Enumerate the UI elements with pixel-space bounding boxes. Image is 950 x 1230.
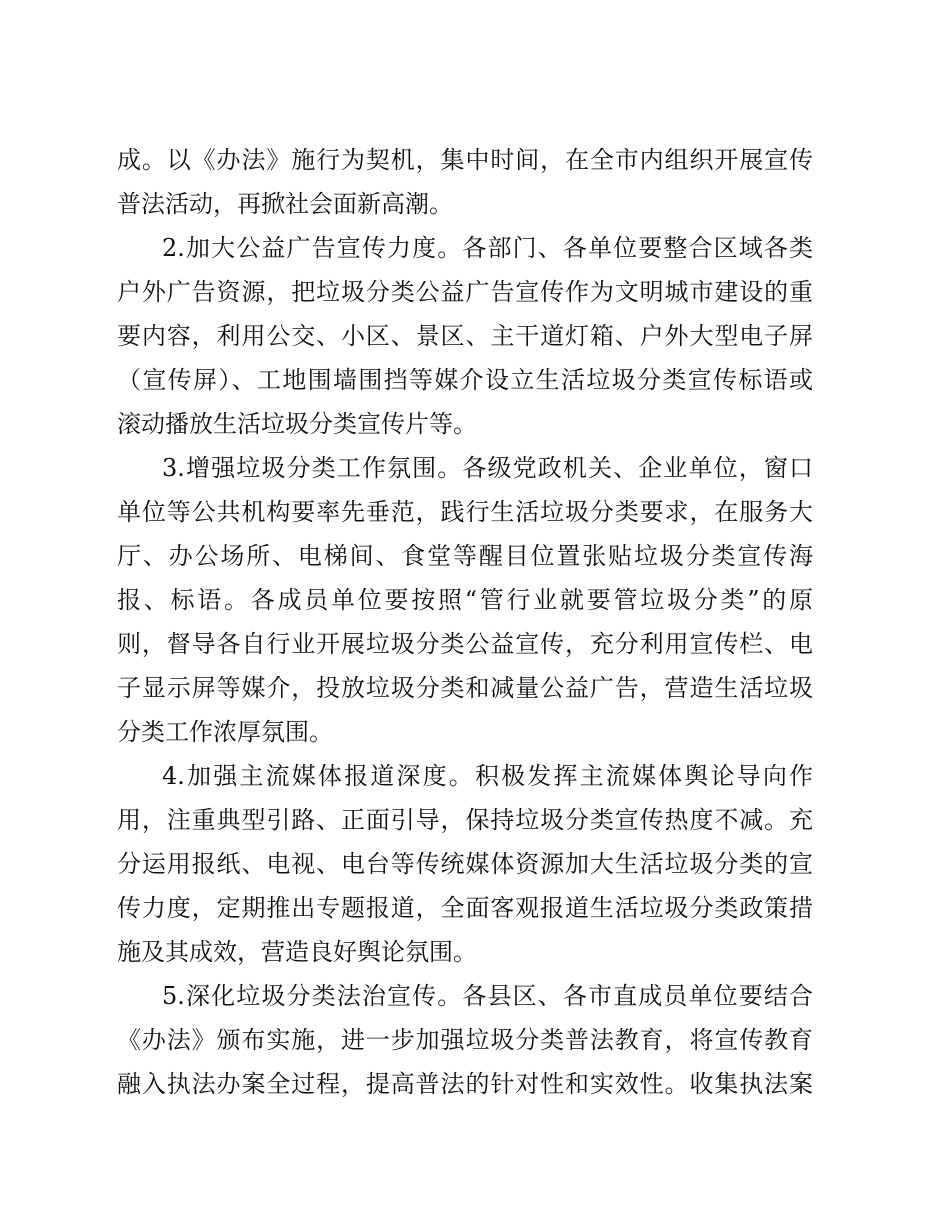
text-line: （宣传屏）、工地围墙围挡等媒介设立生活垃圾分类宣传标语或 [117, 366, 813, 394]
text-line: 传力度，定期推出专题报道，全面客观报道生活垃圾分类政策措 [117, 894, 813, 922]
text-line: 5.深化垃圾分类法治宣传。各县区、各市直成员单位要结合 [162, 982, 813, 1010]
text-line: 用，注重典型引路、正面引导，保持垃圾分类宣传热度不减。充 [117, 806, 813, 834]
text-line: 《办法》颁布实施，进一步加强垃圾分类普法教育，将宣传教育 [117, 1026, 813, 1054]
text-line: 2.加大公益广告宣传力度。各部门、各单位要整合区域各类 [162, 234, 813, 262]
text-line: 4.加强主流媒体报道深度。积极发挥主流媒体舆论导向作 [162, 762, 813, 790]
text-line: 3.增强垃圾分类工作氛围。各级党政机关、企业单位，窗口 [162, 454, 813, 482]
text-line: 滚动播放生活垃圾分类宣传片等。 [117, 410, 477, 438]
text-line: 分运用报纸、电视、电台等传统媒体资源加大生活垃圾分类的宣 [117, 850, 813, 878]
text-line: 子显示屏等媒介，投放垃圾分类和减量公益广告，营造生活垃圾 [117, 674, 813, 702]
text-line: 成。以《办法》施行为契机，集中时间，在全市内组织开展宣传 [117, 146, 813, 174]
text-line: 分类工作浓厚氛围。 [117, 718, 333, 746]
text-line: 则，督导各自行业开展垃圾分类公益宣传，充分利用宣传栏、电 [117, 630, 813, 658]
text-line: 报、标语。各成员单位要按照“管行业就要管垃圾分类”的原 [117, 586, 813, 614]
text-line: 厅、办公场所、电梯间、食堂等醒目位置张贴垃圾分类宣传海 [117, 542, 813, 570]
text-line: 施及其成效，营造良好舆论氛围。 [117, 938, 477, 966]
text-line: 融入执法办案全过程，提高普法的针对性和实效性。收集执法案 [117, 1070, 813, 1098]
text-line: 户外广告资源，把垃圾分类公益广告宣传作为文明城市建设的重 [117, 278, 813, 306]
text-line: 普法活动，再掀社会面新高潮。 [117, 190, 453, 218]
text-line: 单位等公共机构要率先垂范，践行生活垃圾分类要求，在服务大 [117, 498, 813, 526]
text-line: 要内容，利用公交、小区、景区、主干道灯箱、户外大型电子屏 [117, 322, 813, 350]
